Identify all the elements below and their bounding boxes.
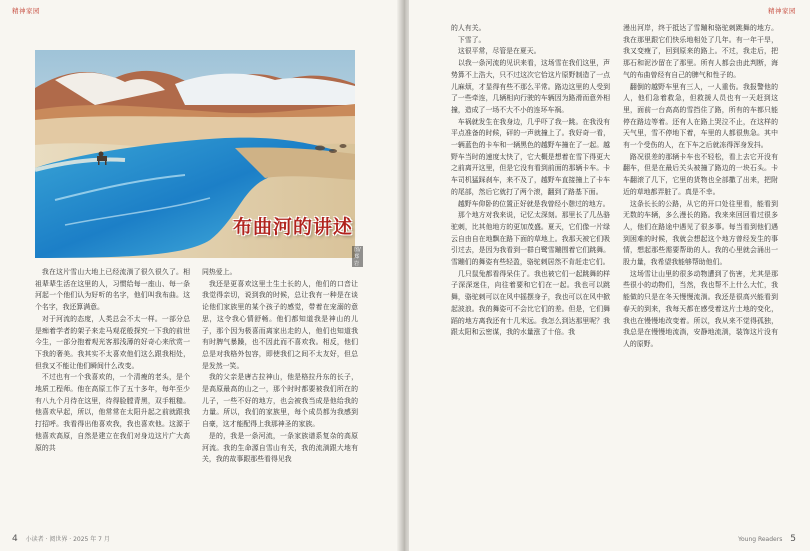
paragraph: 我还是更喜欢这里土生土长的人，他们的口音让我觉得亲切，说到我的时候，总让我有一种是在谈论他们家族里的某个孩子的感觉，带着在宠溺的意思，这令我心情舒畅。他们都知道我是神山的儿子，那个因为极喜而离家出走的人，他们也知道我有时脾气暴躁，也不因此而不喜欢我。相反，他们总是对我格外包容，即使我们之间不太友好，但总是发然一笑。 (202, 279, 358, 370)
paragraph: 翻倒的越野车里有三人，一人重伤。我报警他的人，他们急着救急，但救援人员也有一天赶到这里，面前一台高高的雪挡住了路，所有的车都只能停在路边等着。还有人在路上哭泣不止，在这样的天气里，雪不停地下着，车里的人都很焦急。其中有一个受伤的人，在下车之后就冻得浑身发抖。 (623, 82, 778, 150)
paragraph: 那个地方对我来说，记忆太深刻。那里长了几丛骆驼刺，比其他地方的更加茂盛。夏天，它们像一片绿云自由自在地飘在路下面的草地上。我那天被它们吸引过去，是因为我看到一群白鹭雪蹦围着它们跳舞。雪蹦们的舞姿有些轻盈，骆驼刺居然不肯赶走它们。 (451, 211, 610, 267)
footer-text: Young Readers (738, 536, 783, 543)
right-footer (738, 534, 796, 544)
paragraph: 这条长长的公路，从它的开口处往里看，能看到无数的车辆，多么漫长的路。我来来回回看过很多人，他们在路途中遇见了很多事。每当看到他们遇到困难的时候，我就会想起这个地方曾经发生的事情，想起那些需要帮助的人。我的心里就会涌出一股力量，我希望我能够帮助他们。 (623, 199, 778, 267)
right-column-2 (623, 23, 778, 351)
article-title: 布曲河的讲述 (233, 216, 354, 238)
paragraph: 越野车仰卧的位置正好就是我曾经小憩过的地方。 (457, 199, 610, 208)
left-column-1 (35, 267, 190, 454)
page-number: 5 (790, 534, 796, 544)
paragraph: 这很平常，尽管是在夏天。 (457, 47, 541, 56)
paragraph: 对于河流的态度，人类总会不太一样。一部分总是痴着学者的架子来走马观花般探究一下我的前世今生，一部分抱着观光客那浅薄的好奇心来欣赏一下我的奢美。我其实不太喜欢他们这么跟我相处，但我又不能让他们瞬间什么改变。 (35, 314, 190, 370)
paragraph: 车祸就发生在我身边，几乎吓了我一跳。在我没有平点准备的时候，砰的一声就撞上了。我好奇一看，一辆蓝色的卡车和一辆黑色的越野车撞在了一起。越野车当时的速度太快了，它大概是想着在雪下得更大之前离开这里，但是它没有看到前面的那辆卡车。卡车司机猛踩刹车，来不及了，越野车直接撞上了卡车的尾部，然后它就打了两个滚，翻到了路基下面。 (451, 117, 610, 196)
paragraph: 同热爱上。 (202, 268, 237, 276)
right-column-1 (451, 23, 610, 339)
paragraph: 漫出河岸，终于抵达了雪蹦和骆驼刺跳舞的地方。我在那里跟它们快乐地相处了几年。有一年干旱，我又变瘦了，回到原来的路上。不过，我走后，把那石和泥沙留在了那里。所有人都会由此判断，海气的布曲曾经有自己的脾气和性子的。 (623, 24, 778, 79)
right-page (409, 0, 810, 551)
hero-illustration (35, 50, 361, 267)
paragraph: 这场雪让山里的很多动物遭到了伤害，尤其是那些很小的动物们，当然，我也帮不上什么大忙，我能做的只是在冬天慢慢流淌。我还是很高兴能看到春天的到来，我每天都在感受着这片土地的变化，我也在慢慢地改变着。所以，我从来不觉得孤独，我总是在慢慢地流淌，安静地流淌，装饰这片没有人的原野。 (623, 269, 778, 348)
left-column-2 (202, 267, 358, 466)
section-tag: 精神家园 (12, 7, 40, 15)
left-page (0, 0, 403, 551)
illustrator-credit: 图/郑岩 (354, 247, 361, 267)
paragraph: 路况很差的那辆卡车也不轻松，看上去它开没有翻车，但是在最后关头被撞了路边的一块石头。卡车翻滚了几下，它里的货物也全部撒了出来，把附近的草地都弄脏了。真是不幸。 (623, 152, 778, 196)
page-number: 4 (12, 534, 18, 544)
section-tag: 精神家园 (768, 7, 796, 15)
paragraph: 是的，我是一条河流，一条家族谱系复杂的高原河流。我的生命源自雪山有关，我的流淌跟大地有关，我的故事跟那些看得见我 (202, 431, 358, 464)
paragraph: 几只鼠兔都看得呆住了。我也被它们一起跳舞的样子深深迷住，向往着要和它们在一起。我也可以跳舞，骆驼刺可以在风中摇摆身子，我也可以在风中掀起波浪。我的舞姿可不会比它们的差。但是，它们舞蹈的地方离我还有十几米远。我怎么到达那里呢？我跟太阳和云密谋，我的水量涨了十倍。我 (451, 269, 610, 337)
paragraph: 我在这片雪山大地上已经流淌了很久很久了。相祖辈辈生活在这里的人，习惯给每一座山、每一条河起一个他们认为好听的名字，他们叫我布曲。这个名字，我还算满意。 (35, 268, 190, 312)
paragraph: 的人有关。 (451, 24, 486, 32)
left-footer (12, 534, 110, 544)
paragraph: 不过也有一个我喜欢的，一个清瘦的老头，是个地质工程师。他在高原工作了五十多年，每年至少有八九个月待在这里，待得脸膛青黑，双手粗糙。他喜欢早起，所以，他常常在太阳升起之前就跟我打招呼。我看得出他喜欢我，我也喜欢他。这源于他喜欢高原，自然是建立在我们对身边这片广大高原的共 (35, 373, 190, 452)
footer-text: 小读者 · 阅世界 · 2025 年 7 月 (25, 536, 110, 543)
paragraph: 以我一条河流的见识来看，这场雪在我们这里，声势算不上浩大，只不过这次它恰这片原野制造了一点儿麻烦，才显得有些不那么平常。路边这里的人受到了一些牵连，几辆相向行驶的车辆因为路滑而意外相撞，造成了一场不大不小的连环车祸。 (451, 59, 610, 114)
paragraph: 我的父亲是唐古拉神山，他是格拉丹东的长子，是高原最高的山之一，那个时时都要被我们所在的儿子，一些不好的地方，也会被我当成是他给我的力量。所以，我们的家族里，每个成员都为我感到自豪，这才能配得上我那神圣的家族。 (202, 373, 358, 429)
paragraph: 下雪了。 (457, 35, 486, 44)
